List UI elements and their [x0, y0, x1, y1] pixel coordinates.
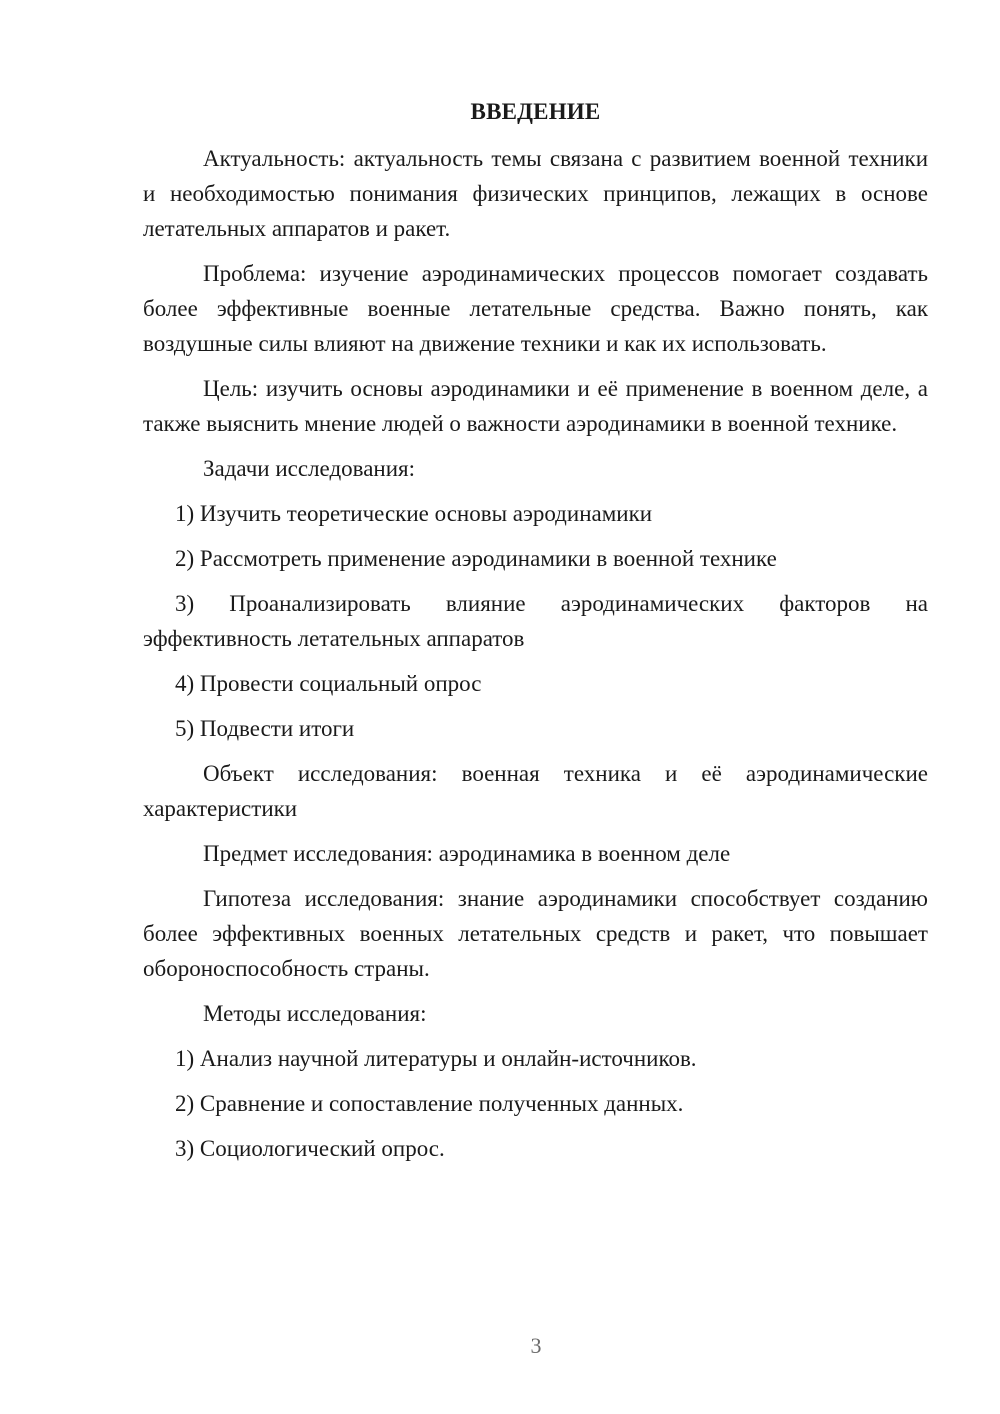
page-heading: ВВЕДЕНИЕ: [470, 99, 601, 124]
relevance-paragraph: Актуальность: актуальность темы связана с развитием военной техники и необходимостью понимания физических принципов, лежащих в основе летательных аппаратов и ракет.: [143, 146, 928, 241]
page-number: 3: [530, 1333, 542, 1358]
methods-title: Методы исследования:: [203, 1001, 427, 1026]
page-body: [143, 94, 928, 1176]
task-item: 4) Провести социальный опрос: [175, 671, 482, 696]
object-paragraph: Объект исследования: военная техника и её аэродинамические характеристики: [143, 761, 928, 821]
task-item: 5) Подвести итоги: [175, 716, 355, 741]
method-item: 1) Анализ научной литературы и онлайн-источников.: [175, 1046, 697, 1071]
task-item: 2) Рассмотреть применение аэродинамики в военной технике: [175, 546, 777, 571]
subject-paragraph: Предмет исследования: аэродинамика в военном деле: [203, 841, 731, 866]
problem-paragraph: Проблема: изучение аэродинамических процессов помогает создавать более эффективные военные летательные средства. Важно понять, как воздушные силы влияют на движение техники и как их использовать.: [143, 261, 928, 356]
goal-paragraph: Цель: изучить основы аэродинамики и её применение в военном деле, а также выяснить мнение людей о важности аэродинамики в военной технике.: [143, 376, 928, 436]
hypothesis-paragraph: Гипотеза исследования: знание аэродинамики способствует созданию более эффективных военных летательных средств и ракет, что повышает обороноспособность страны.: [143, 886, 928, 981]
task-item: 3) Проанализировать влияние аэродинамических факторов на эффективность летательных аппаратов: [143, 591, 928, 651]
task-item: 1) Изучить теоретические основы аэродинамики: [175, 501, 653, 526]
tasks-title: Задачи исследования:: [203, 456, 416, 481]
method-item: 2) Сравнение и сопоставление полученных данных.: [175, 1091, 684, 1116]
method-item: 3) Социологический опрос.: [175, 1136, 445, 1161]
